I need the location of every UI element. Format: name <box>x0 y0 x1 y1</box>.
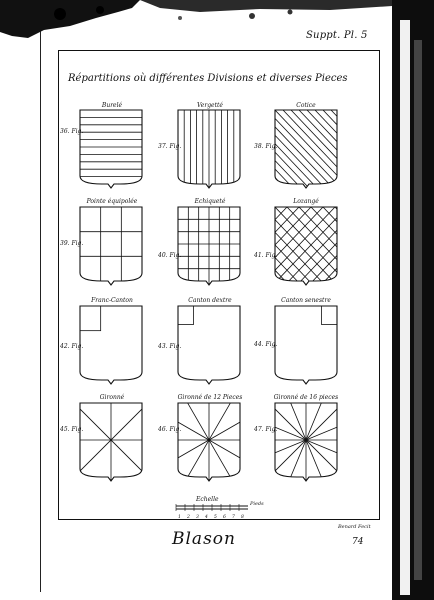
plate-number: Suppt. Pl. 5 <box>306 30 368 41</box>
plate-title: Répartitions où différentes Divisions et diverses Pieces <box>68 73 348 84</box>
scale-label: Echelle <box>196 496 219 503</box>
shield-41 <box>81 207 434 285</box>
shield-42 <box>80 306 142 384</box>
scale-tick-7: 7 <box>232 515 235 520</box>
scale-tick-3: 3 <box>196 515 199 520</box>
caption-canton-dextre: Canton dextre <box>188 297 232 304</box>
caption-franc-canton: Franc-Canton <box>91 297 133 304</box>
shield-43 <box>178 306 240 384</box>
fig-label-37: 37. Fig. <box>158 143 182 150</box>
scale-tick-8: 8 <box>241 515 244 520</box>
caption-cotice: Cotice <box>296 102 316 109</box>
shield-36 <box>80 110 142 188</box>
fig-label-45: 45. Fig. <box>60 426 84 433</box>
caption-gironne: Gironné <box>99 394 125 401</box>
scale-bar <box>176 504 248 520</box>
shield-40 <box>178 207 240 285</box>
shield-38 <box>195 110 434 188</box>
fig-label-40: 40. Fig. <box>158 252 182 259</box>
fig-label-36: 36. Fig. <box>60 128 84 135</box>
scale-tick-5: 5 <box>214 515 217 520</box>
shield-44 <box>275 306 337 384</box>
scale-tick-1: 1 <box>178 515 181 520</box>
caption-gironne-16: Gironné de 16 pieces <box>273 394 339 401</box>
fig-label-41: 41. Fig. <box>254 252 278 259</box>
caption-pointe-equipolee: Pointe équipolée <box>86 198 138 205</box>
caption-canton-senestre: Canton senestre <box>281 297 331 304</box>
fig-label-42: 42. Fig. <box>60 343 84 350</box>
caption-vergette: Vergetté <box>197 102 223 109</box>
fig-label-46: 46. Fig. <box>158 426 182 433</box>
scale-tick-6: 6 <box>223 515 226 520</box>
page-number: 74 <box>352 537 364 547</box>
scale-tick-4: 4 <box>205 515 208 520</box>
caption-gironne-12: Gironné de 12 Pieces <box>177 394 243 401</box>
fig-label-43: 43. Fig. <box>158 343 182 350</box>
shield-39 <box>80 207 142 285</box>
scale-unit: Pieds <box>250 501 264 507</box>
engraver-signature: Benard Fecit <box>338 524 371 530</box>
caption-lozange: Lozangé <box>293 198 319 205</box>
fig-label-39: 39. Fig. <box>60 240 84 247</box>
caption-echiquete: Echiqueté <box>194 198 226 205</box>
caption-burele: Burelé <box>101 102 123 109</box>
fig-label-47: 47. Fig. <box>254 426 278 433</box>
shield-37 <box>178 110 240 188</box>
plate-footer-title: Blason <box>172 529 236 549</box>
fig-label-38: 38. Fig. <box>254 143 278 150</box>
fig-label-44: 44. Fig. <box>254 341 278 348</box>
scale-tick-2: 2 <box>187 515 190 520</box>
